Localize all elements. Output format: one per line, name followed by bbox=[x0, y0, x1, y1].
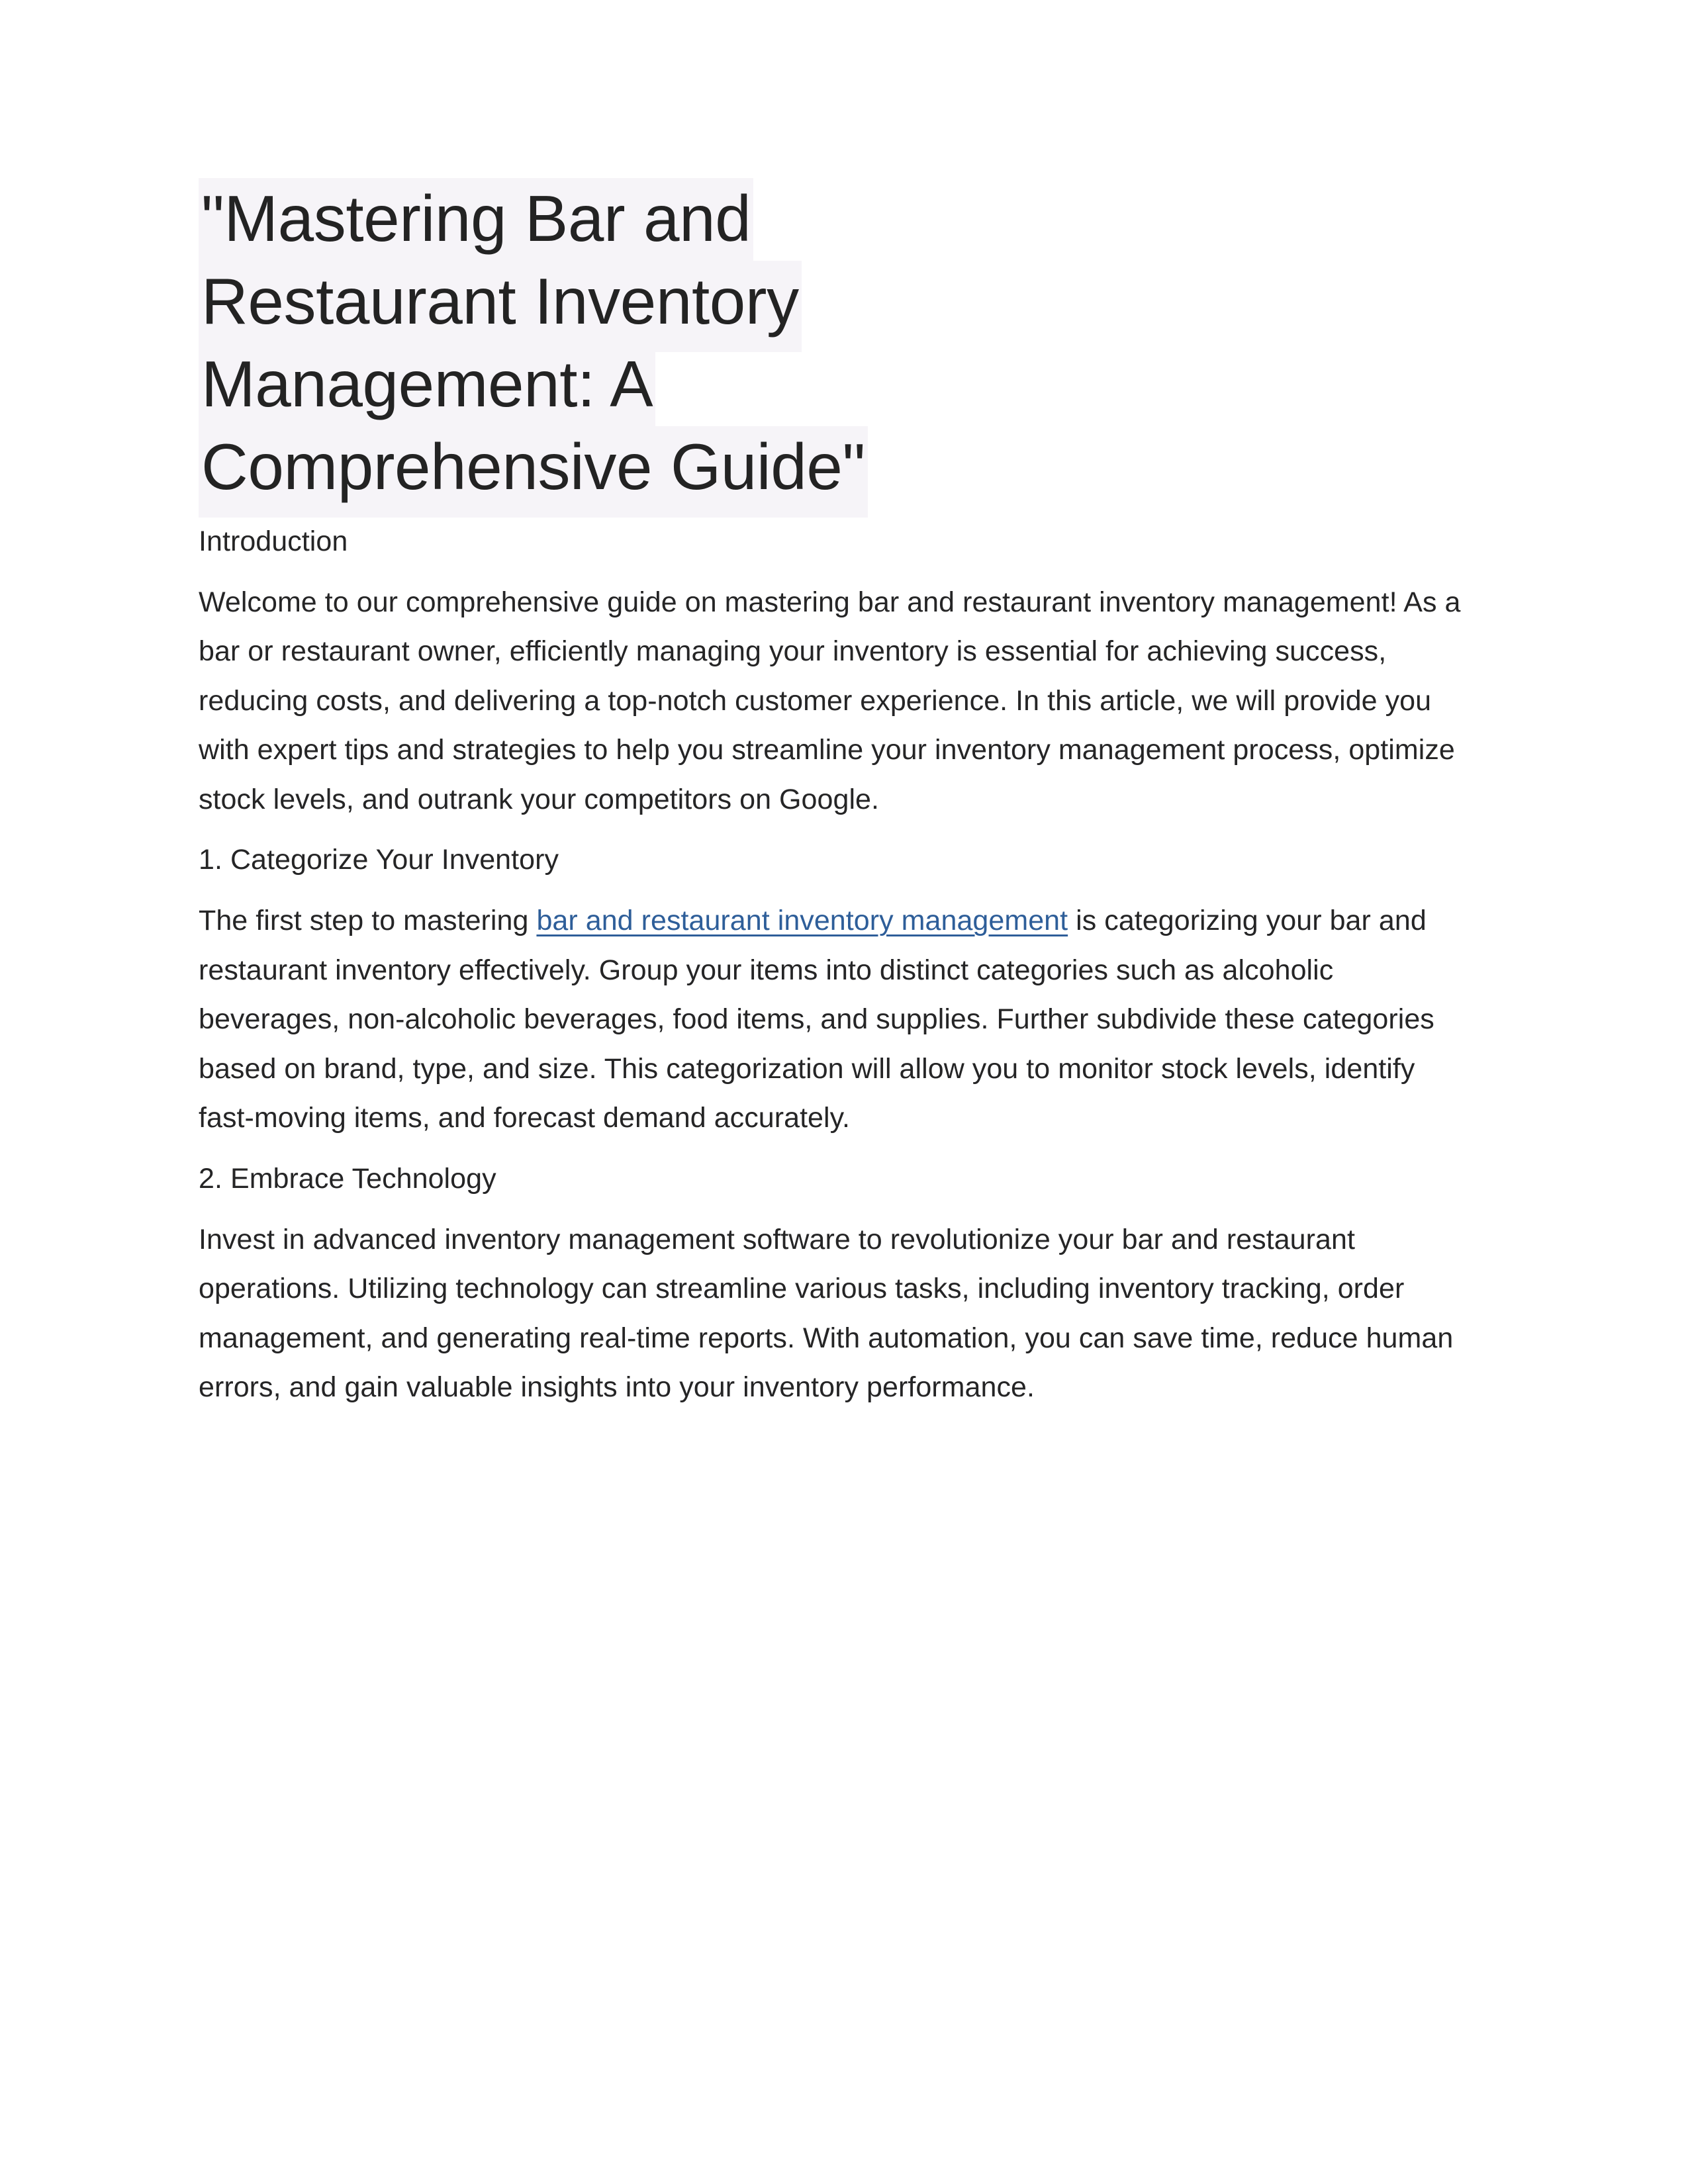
section-heading-embrace-technology: 2. Embrace Technology bbox=[199, 1162, 496, 1195]
title-line-3: Management: A bbox=[199, 343, 655, 435]
title-line-4: Comprehensive Guide" bbox=[199, 426, 868, 518]
section-heading-introduction: Introduction bbox=[199, 525, 348, 557]
inventory-management-link[interactable]: bar and restaurant inventory management bbox=[536, 905, 1068, 937]
paragraph-categorize bbox=[199, 896, 1473, 1143]
spacer bbox=[199, 824, 1473, 846]
spacer bbox=[199, 874, 1473, 896]
spacer bbox=[199, 1193, 1473, 1215]
spacer bbox=[199, 1143, 1473, 1165]
title-line-2: Restaurant Inventory bbox=[199, 261, 802, 352]
section-heading-categorize: 1. Categorize Your Inventory bbox=[199, 844, 559, 876]
paragraph-embrace-technology: Invest in advanced inventory management software to revolutionize your bar and restaurant operations. Utilizing technology can streamline various tasks, including inventory tracking, order management, and generating real-time reports. With automation, you can save time, reduce human errors, and gain valuable insights into your inventory performance. bbox=[199, 1223, 1454, 1404]
paragraph-introduction: Welcome to our comprehensive guide on mastering bar and restaurant inventory management! As a bar or restaurant owner, efficiently managing your inventory is essential for achieving success, reducing costs, and delivering a top-notch customer experience. In this article, we will provide you with expert tips and strategies to help you streamline your inventory management process, optimize stock levels, and outrank your competitors on Google. bbox=[199, 586, 1461, 815]
paragraph-text-after-link: is categorizing your bar and restaurant inventory effectively. Group your items into distinct categories such as alcoholic beverages, non-alcoholic beverages, food items, and supplies. Further subdivide these categories based on brand, type, and size. This categorization will allow you to monitor stock levels, identify fast-moving items, and forecast demand accurately. bbox=[199, 905, 1434, 1134]
title-line-1: "Mastering Bar and bbox=[199, 178, 753, 269]
spacer bbox=[199, 556, 1473, 578]
document-content bbox=[199, 177, 1473, 1412]
page-title bbox=[199, 177, 1473, 508]
paragraph-text-before-link: The first step to mastering bbox=[199, 905, 537, 937]
